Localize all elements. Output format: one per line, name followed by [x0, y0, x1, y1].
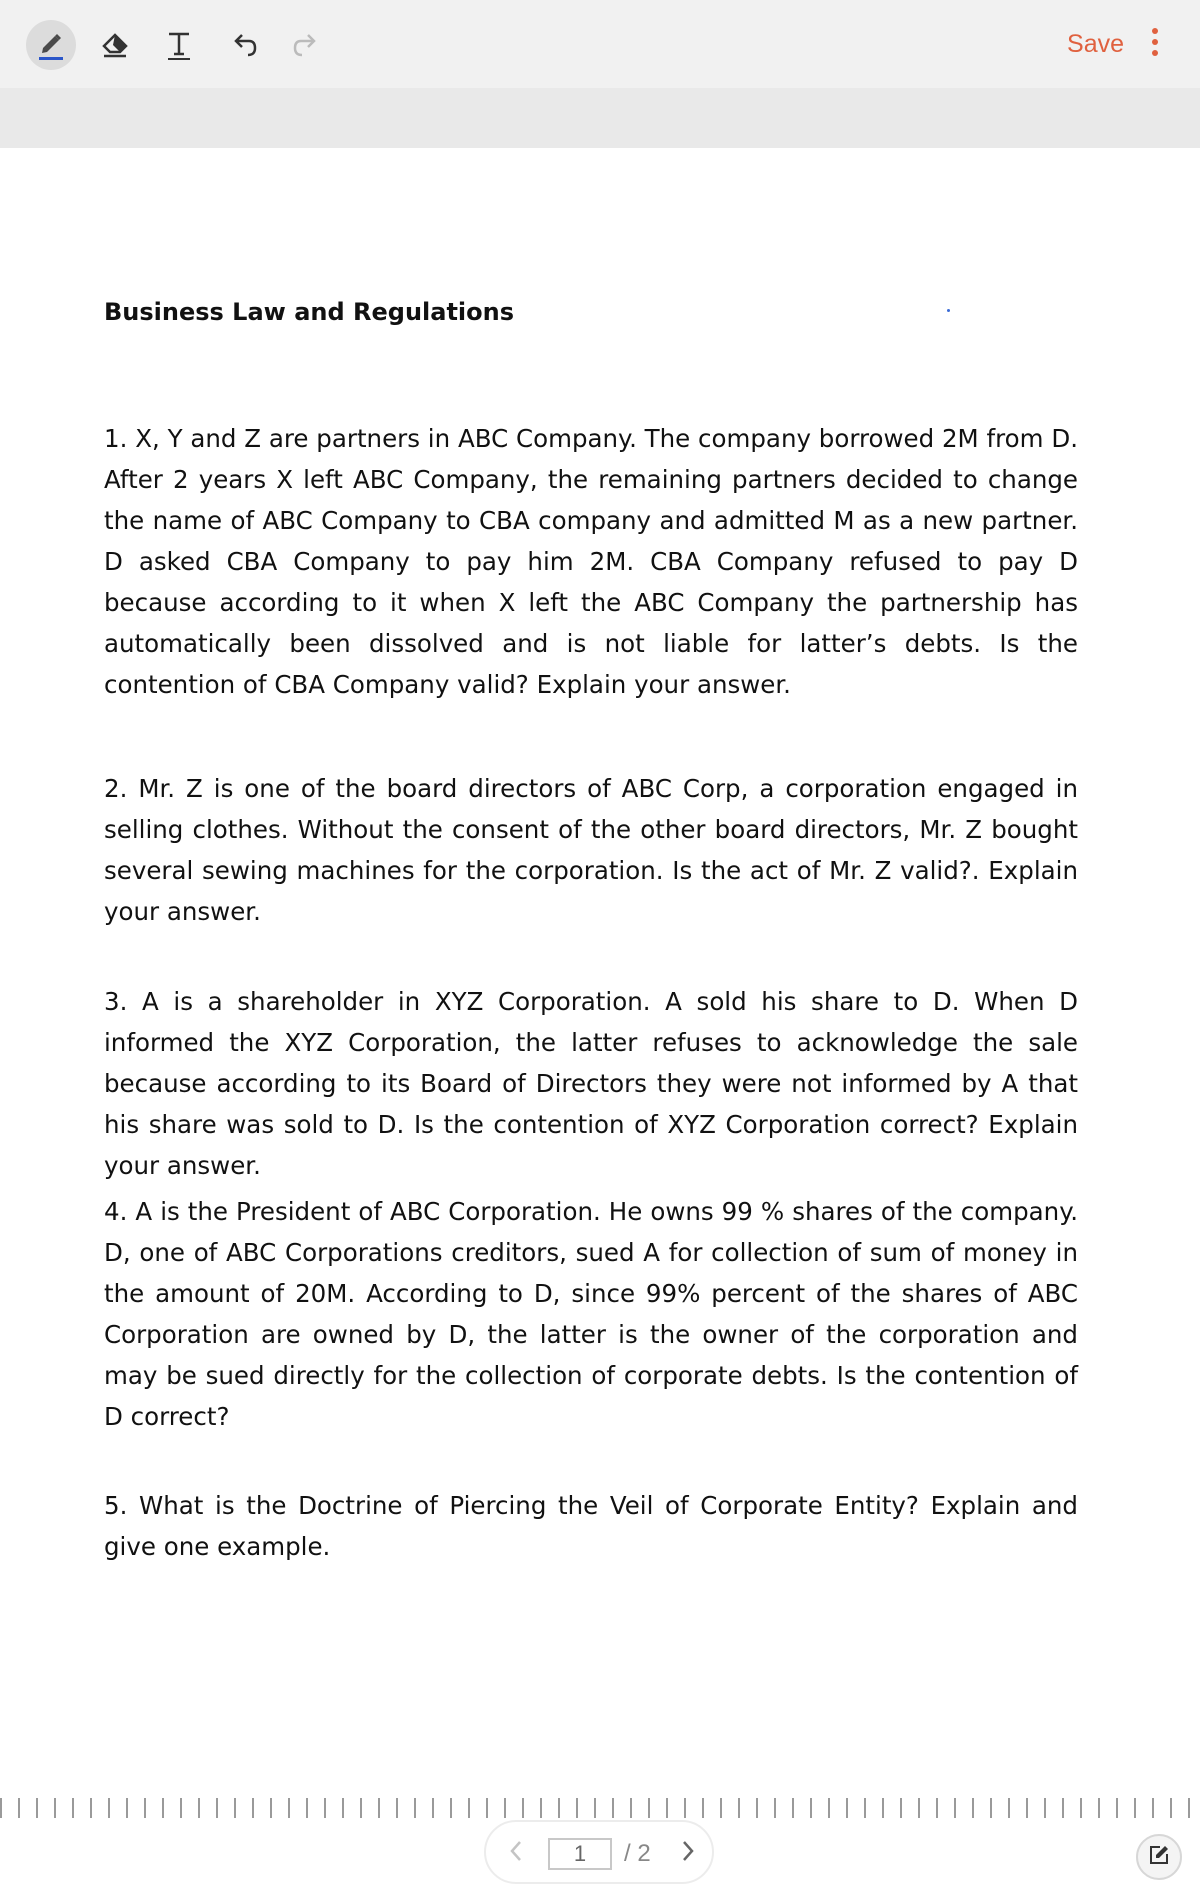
redo-button[interactable]: [282, 20, 332, 70]
page-navigator: [484, 1820, 714, 1884]
annotation-toolbar: [0, 0, 1200, 88]
question-2: 2. Mr. Z is one of the board directors of ABC Corp, a corporation engaged in selling clothes. Without the consent of the other board directors, Mr. Z bought several sewing machines for the corporation. Is the act of Mr. Z valid?. Explain your answer.: [104, 774, 1078, 926]
annotation-dot: [947, 309, 950, 312]
edit-document-button[interactable]: [1136, 1834, 1182, 1880]
question-1: 1. X, Y and Z are partners in ABC Company. The company borrowed 2M from D. After 2 years X left ABC Company, the remaining partners decided to change the name of ABC Company to CBA company and admitted M as a new partner. D asked CBA Company to pay him 2M. CBA Company refused to pay D because according to it when X left the ABC Company the partnership has automatically been dissolved and is not liable for latter’s debts. Is the contention of CBA Company valid? Explain your answer.: [104, 424, 1078, 699]
question-3: 3. A is a shareholder in XYZ Corporation. A sold his share to D. When D informed the XYZ Corporation, the latter refuses to acknowledge the sale because according to its Board of Directors they were not informed by A that his share was sold to D. Is the contention of XYZ Corporation correct? Explain your answer.: [104, 987, 1078, 1180]
page-number-input[interactable]: 1: [548, 1838, 612, 1870]
pen-tool-button[interactable]: [26, 20, 76, 70]
undo-button[interactable]: [218, 20, 268, 70]
more-vertical-icon: [1151, 27, 1159, 62]
edit-pen-icon: [1146, 1842, 1172, 1873]
pen-icon: [36, 28, 66, 62]
chevron-right-icon: [681, 1840, 695, 1867]
question-5: 5. What is the Doctrine of Piercing the Veil of Corporate Entity? Explain and give one example.: [104, 1491, 1078, 1561]
redo-icon: [291, 29, 323, 61]
next-page-button[interactable]: [676, 1838, 700, 1868]
save-button[interactable]: Save: [1067, 30, 1124, 58]
toolbar-subbar: [0, 88, 1200, 148]
question-4: 4. A is the President of ABC Corporation. He owns 99 % shares of the company. D, one of ABC Corporations creditors, sued A for collection of sum of money in the amount of 20M. According to D, since 99% percent of the shares of ABC Corporation are owned by D, the latter is the owner of the corporation and may be sued directly for the collection of corporate debts. Is the contention of D correct?: [104, 1197, 1078, 1431]
previous-page-button[interactable]: [504, 1838, 528, 1868]
text-tool-button[interactable]: [154, 20, 204, 70]
eraser-tool-button[interactable]: [90, 20, 140, 70]
document-page[interactable]: [0, 148, 1200, 1788]
text-tool-icon: [164, 28, 194, 62]
page-scrubber[interactable]: [0, 1798, 1200, 1818]
scrubber-ticks: [0, 1798, 1200, 1818]
undo-icon: [227, 29, 259, 61]
eraser-icon: [99, 29, 131, 61]
document-title: Business Law and Regulations: [104, 298, 515, 326]
chevron-left-icon: [509, 1840, 523, 1867]
page-total: / 2: [624, 1840, 651, 1867]
more-options-button[interactable]: [1140, 24, 1170, 64]
